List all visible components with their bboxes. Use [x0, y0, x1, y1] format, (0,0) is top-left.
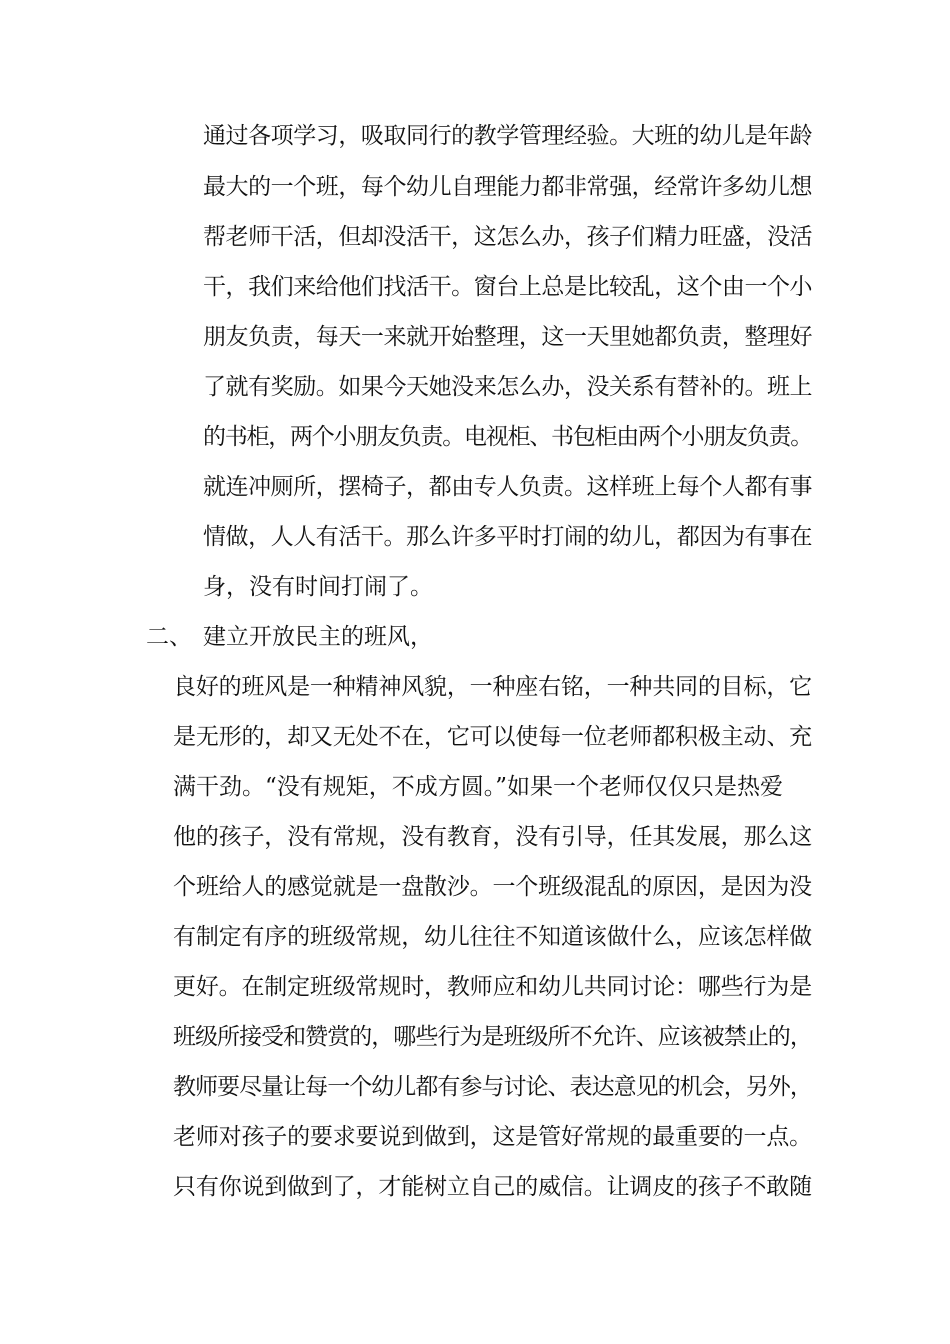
- section-heading: 建立开放民主的班风，: [203, 624, 433, 650]
- paragraph-line: 通过各项学习，吸取同行的教学管理经验。大班的幼儿是年龄: [203, 123, 813, 149]
- paragraph-line: 只有你说到做到了，才能树立自己的威信。让调皮的孩子不敢随: [173, 1174, 812, 1200]
- paragraph-line: 是无形的，却又无处不在，它可以使每一位老师都积极主动、充: [173, 724, 812, 750]
- paragraph-line: 良好的班风是一种精神风貌，一种座右铭，一种共同的目标，它: [173, 674, 812, 700]
- paragraph-line: 更好。在制定班级常规时，教师应和幼儿共同讨论：哪些行为是: [173, 974, 812, 1000]
- paragraph-line: 满干劲。“没有规矩，不成方圆。”如果一个老师仅仅只是热爱: [173, 774, 784, 800]
- paragraph-line: 他的孩子，没有常规，没有教育，没有引导，任其发展，那么这: [173, 824, 812, 850]
- paragraph-line: 有制定有序的班级常规，幼儿往往不知道该做什么，应该怎样做: [173, 924, 812, 950]
- paragraph-line: 情做，人人有活干。那么许多平时打闹的幼儿，都因为有事在: [203, 524, 813, 550]
- section-number: 二、: [146, 624, 192, 650]
- paragraph-line: 个班给人的感觉就是一盘散沙。一个班级混乱的原因，是因为没: [173, 874, 812, 900]
- paragraph-line: 朋友负责，每天一来就开始整理，这一天里她都负责，整理好: [203, 324, 813, 350]
- paragraph-line: 了就有奖励。如果今天她没来怎么办，没关系有替补的。班上: [203, 374, 813, 400]
- paragraph-line: 帮老师干活，但却没活干，这怎么办，孩子们精力旺盛，没活: [203, 224, 813, 250]
- paragraph-line: 身，没有时间打闹了。: [203, 574, 433, 600]
- paragraph-line: 最大的一个班，每个幼儿自理能力都非常强，经常许多幼儿想: [203, 174, 813, 200]
- paragraph-line: 干，我们来给他们找活干。窗台上总是比较乱，这个由一个小: [203, 274, 813, 300]
- paragraph-line: 教师要尽量让每一个幼儿都有参与讨论、表达意见的机会，另外，: [173, 1074, 812, 1100]
- paragraph-line: 老师对孩子的要求要说到做到，这是管好常规的最重要的一点。: [173, 1124, 812, 1150]
- paragraph-line: 班级所接受和赞赏的，哪些行为是班级所不允许、应该被禁止的，: [173, 1024, 812, 1050]
- paragraph-line: 的书柜，两个小朋友负责。电视柜、书包柜由两个小朋友负责。: [203, 424, 812, 450]
- paragraph-line: 就连冲厕所，摆椅子，都由专人负责。这样班上每个人都有事: [203, 474, 813, 500]
